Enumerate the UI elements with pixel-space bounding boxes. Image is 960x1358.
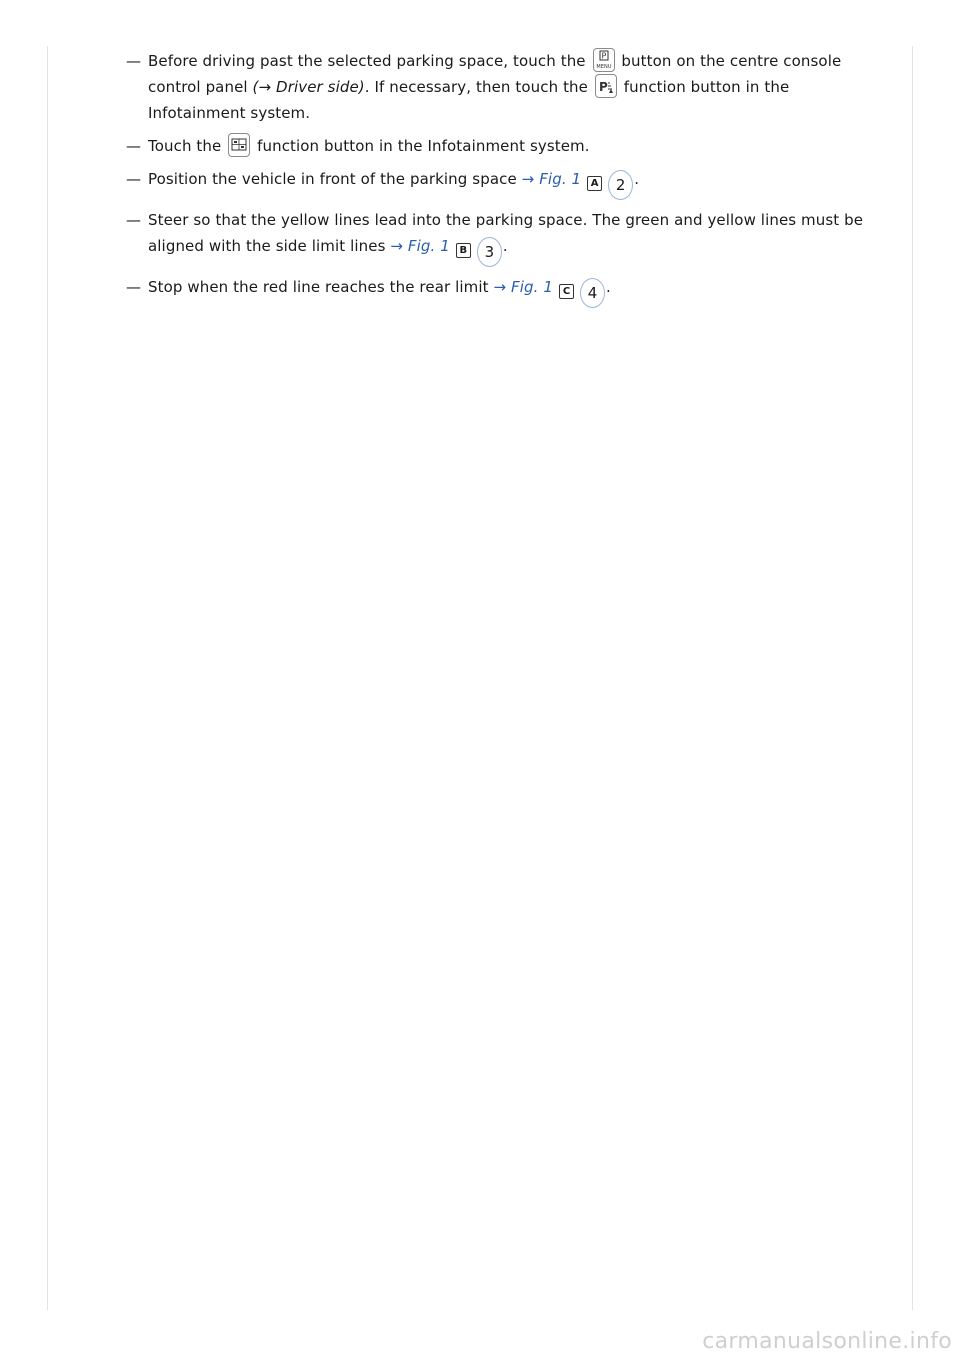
- arrow-icon: →: [390, 237, 404, 255]
- callout-number: 2: [608, 170, 633, 200]
- figure-letter-badge: A: [587, 176, 602, 191]
- step-text: Position the vehicle in front of the parking space: [148, 170, 522, 188]
- figure-letter-badge: C: [559, 284, 574, 299]
- step-5: [126, 274, 866, 308]
- step-text: button on the centre console control panel: [148, 52, 842, 96]
- step-1: [126, 48, 866, 126]
- arrow-icon: →: [258, 78, 272, 96]
- step-text: function button in the Infotainment system.: [257, 137, 590, 155]
- parking-menu-key-icon: [593, 48, 615, 72]
- step-3: [126, 166, 866, 200]
- step-dash: —: [126, 211, 142, 229]
- step-dash: —: [126, 170, 142, 188]
- figure-link[interactable]: Fig. 1: [407, 237, 450, 255]
- instruction-steps: [126, 48, 866, 315]
- callout-number: 4: [580, 278, 605, 308]
- figure-link[interactable]: Fig. 1: [511, 278, 554, 296]
- figure-letter-badge: B: [456, 243, 471, 258]
- figure-link[interactable]: Fig. 1: [539, 170, 582, 188]
- arrow-icon: →: [493, 278, 507, 296]
- step-dash: —: [126, 278, 142, 296]
- step-text: Stop when the red line reaches the rear limit: [148, 278, 494, 296]
- paren-open: (: [252, 78, 259, 96]
- svg-text:MENU: MENU: [595, 64, 612, 70]
- step-text: Steer so that the yellow lines lead into the parking space. The green and yellow lines must be aligned with the side limit lines: [148, 211, 864, 255]
- step-text: Before driving past the selected parking space, touch the: [148, 52, 586, 70]
- svg-text:P: P: [598, 80, 608, 94]
- step-dash: —: [126, 137, 142, 155]
- step-text: Touch the: [148, 137, 222, 155]
- driver-side-ref[interactable]: Driver side): [276, 78, 365, 96]
- step-text: . If necessary, then touch the: [364, 78, 588, 96]
- step-end: .: [502, 237, 508, 255]
- right-margin-rule: [912, 46, 913, 1310]
- step-end: .: [634, 170, 640, 188]
- step-2: [126, 133, 866, 159]
- left-margin-rule: [47, 46, 48, 1310]
- arrow-icon: →: [521, 170, 535, 188]
- step-dash: —: [126, 52, 142, 70]
- park-assist-key-icon: [595, 74, 617, 98]
- step-end: .: [606, 278, 611, 296]
- camera-view-key-icon: [228, 133, 250, 157]
- svg-text:P: P: [601, 51, 606, 61]
- callout-number: 3: [477, 237, 502, 267]
- step-4: [126, 207, 866, 267]
- site-watermark: carmanualsonline.info: [702, 1329, 952, 1354]
- step-text: function button in the Infotainment system.: [148, 78, 790, 122]
